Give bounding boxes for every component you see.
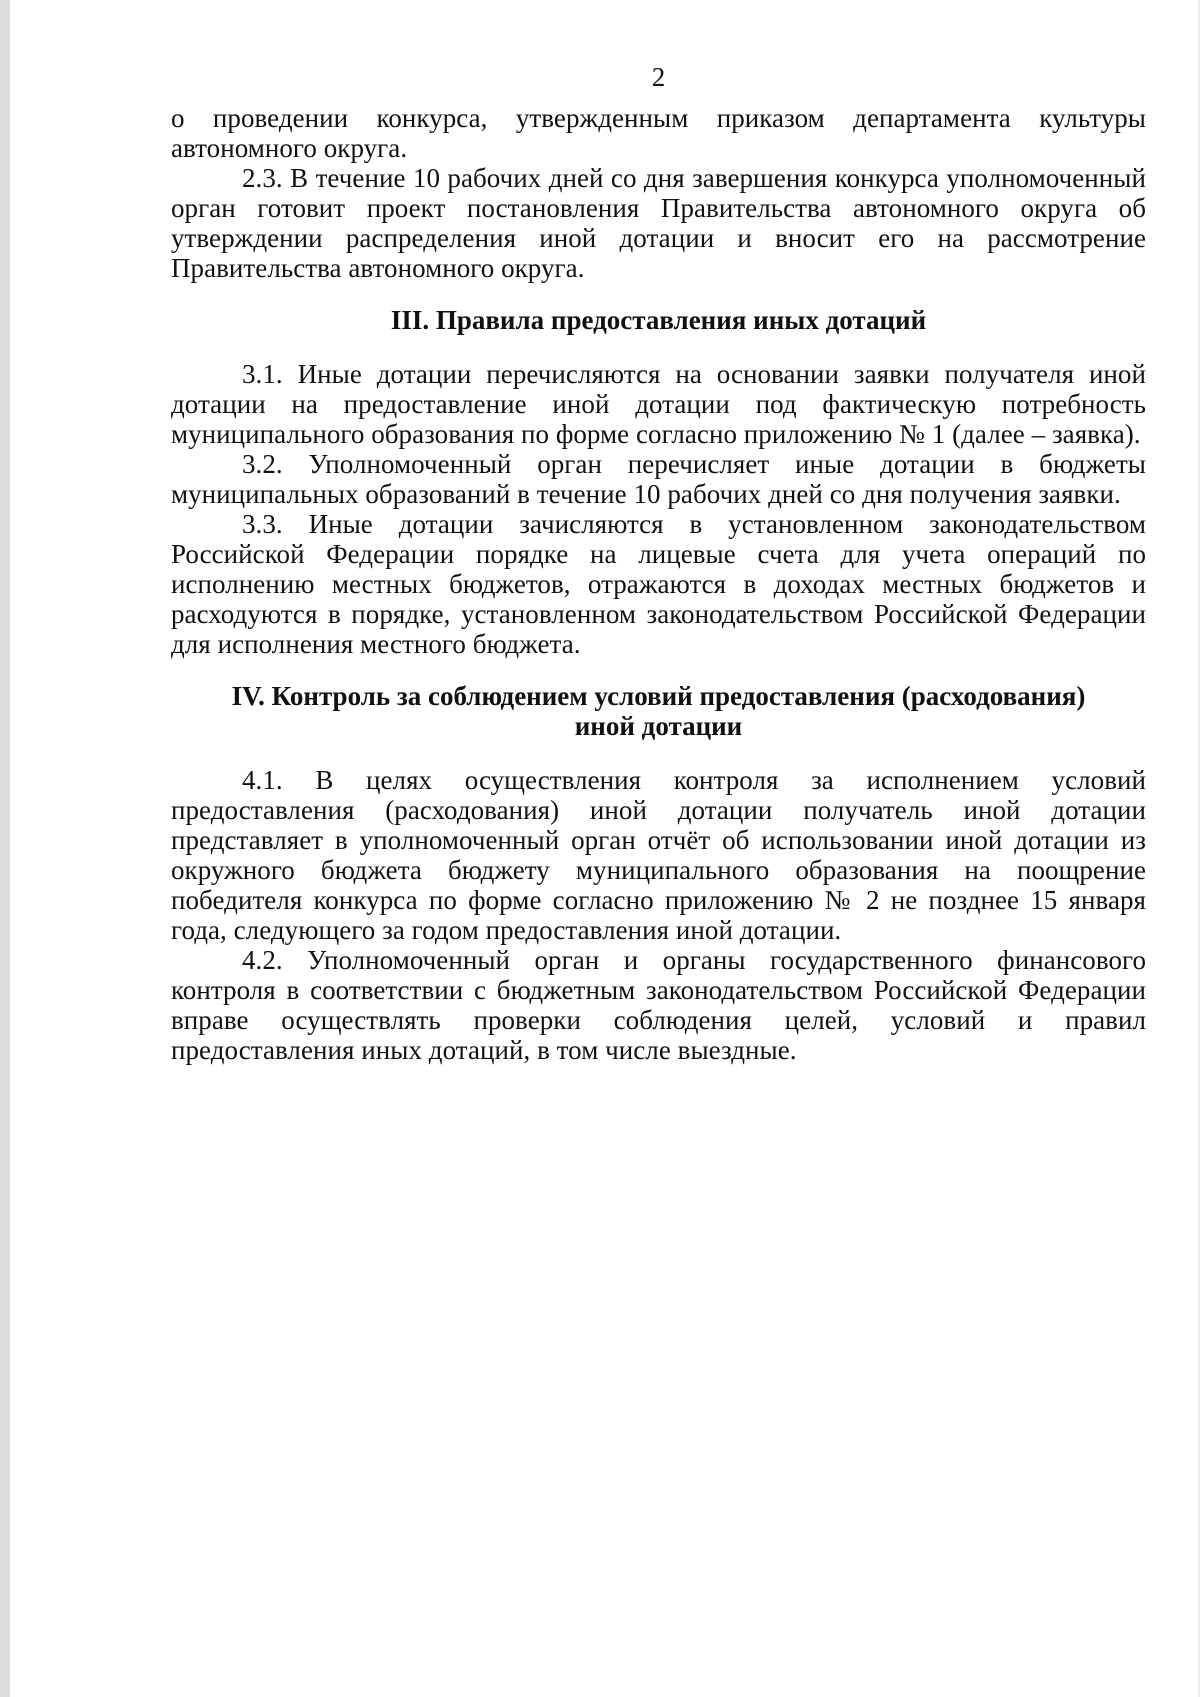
paragraph-continuation: о проведении конкурса, утвержденным приказом департамента культуры автономного округа. xyxy=(171,103,1146,163)
scan-left-edge xyxy=(0,0,10,1697)
section-heading-4-line1: IV. Контроль за соблюдением условий предоставления (расходования) xyxy=(231,681,1086,711)
paragraph-3-1: 3.1. Иные дотации перечисляются на основании заявки получателя иной дотации на предоставление иной дотации под фактическую потребность муниципального образования по форме согласно приложению № 1 (далее – заявка). xyxy=(171,359,1146,449)
page-number: 2 xyxy=(651,62,666,92)
paragraph-4-1: 4.1. В целях осуществления контроля за исполнением условий предоставления (расходования) иной дотации получатель иной дотации представляет в уполномоченный орган отчёт об использовании иной дотации из окружного бюджета бюджету муниципального образования на поощрение победителя конкурса по форме согласно приложению № 2 не позднее 15 января года, следующего за годом предоставления иной дотации. xyxy=(171,765,1146,945)
section-heading-3: III. Правила предоставления иных дотаций xyxy=(390,305,927,335)
paragraph-3-3: 3.3. Иные дотации зачисляются в установленном законодательством Российской Федерации порядке на лицевые счета для учета операций по исполнению местных бюджетов, отражаются в доходах местных бюджетов и расходуются в порядке, установленном законодательством Российской Федерации для исполнения местного бюджета. xyxy=(171,509,1146,659)
document-page xyxy=(171,62,1146,1065)
paragraph-2-3: 2.3. В течение 10 рабочих дней со дня завершения конкурса уполномоченный орган готовит проект постановления Правительства автономного округа об утверждении распределения иной дотации и вносит его на рассмотрение Правительства автономного округа. xyxy=(171,163,1146,283)
paragraph-4-2: 4.2. Уполномоченный орган и органы государственного финансового контроля в соответствии с бюджетным законодательством Российской Федерации вправе осуществлять проверки соблюдения целей, условий и правил предоставления иных дотаций, в том числе выездные. xyxy=(171,945,1146,1065)
section-heading-4-line2: иной дотации xyxy=(574,711,743,741)
paragraph-3-2: 3.2. Уполномоченный орган перечисляет иные дотации в бюджеты муниципальных образований в течение 10 рабочих дней со дня получения заявки. xyxy=(171,449,1146,509)
